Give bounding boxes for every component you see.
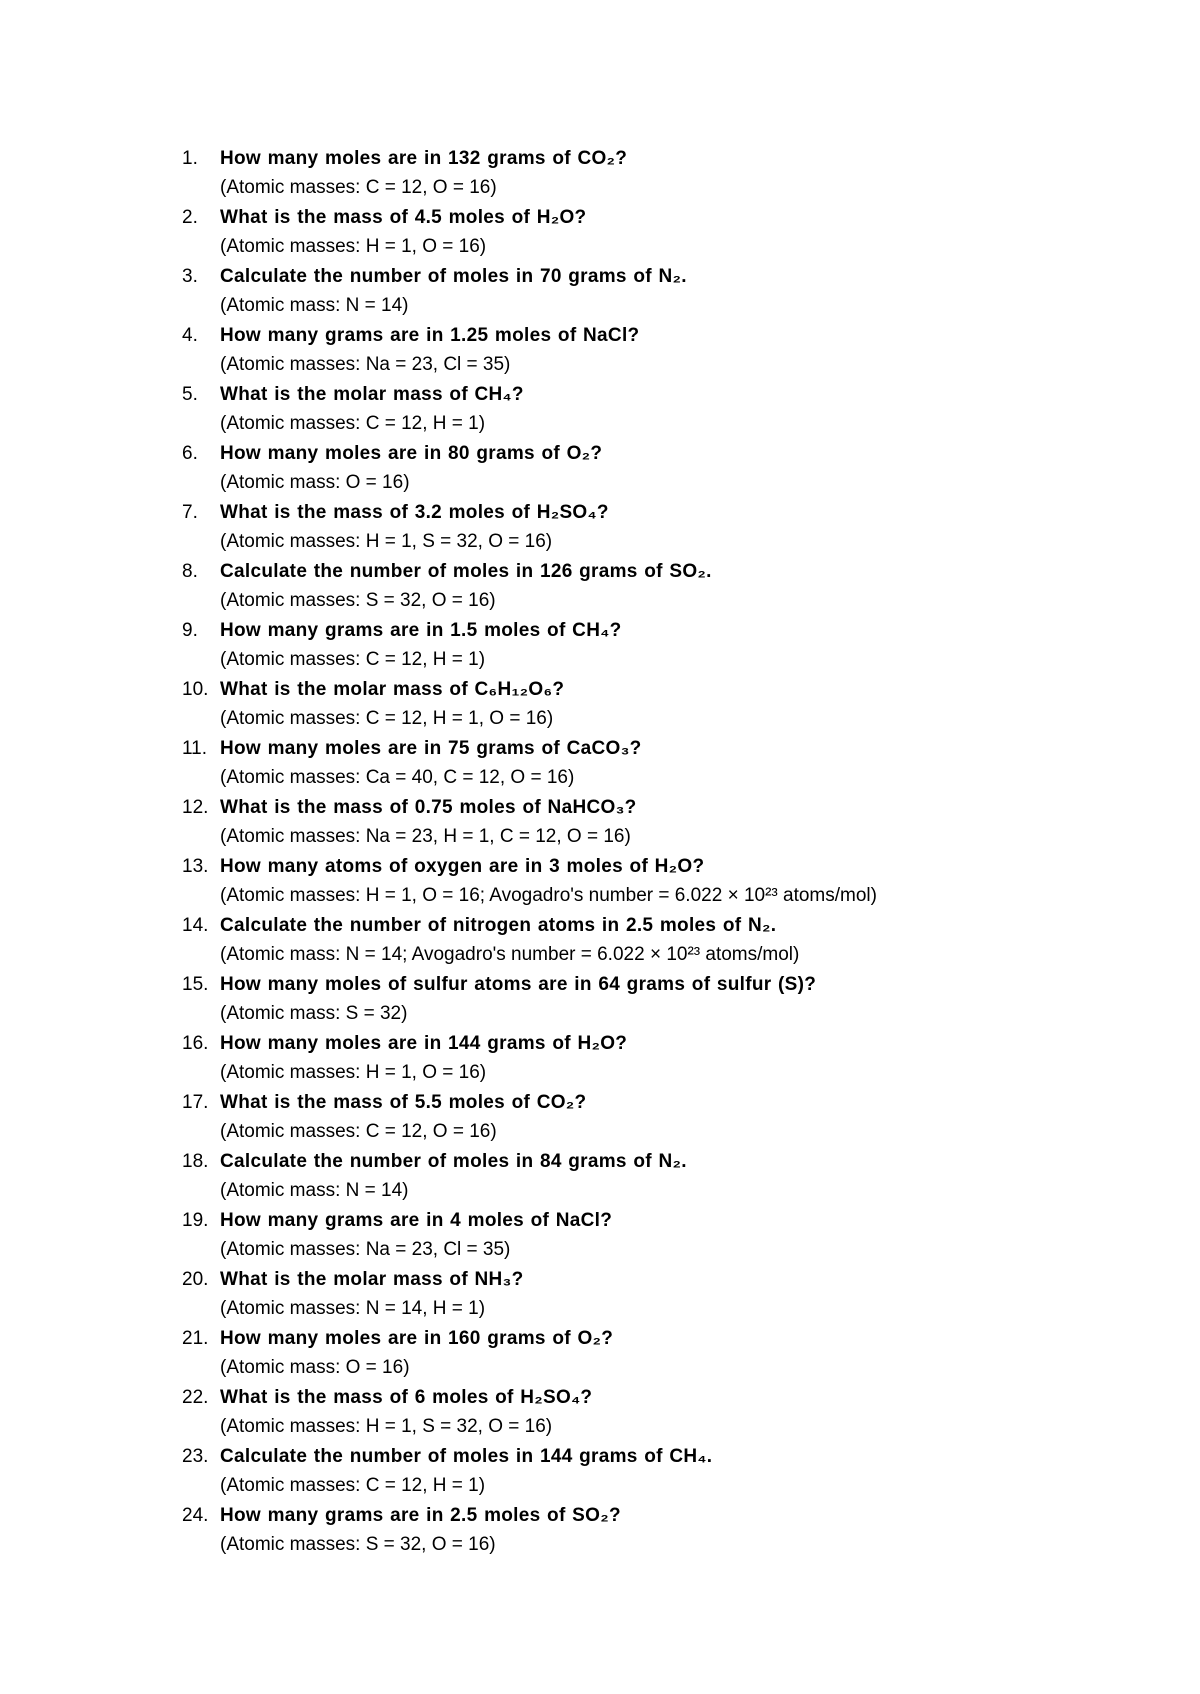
question-number: 24. [182,1505,209,1526]
question-item [182,970,1082,1029]
question-text: Calculate the number of moles in 84 grams of N₂. [220,1151,687,1172]
question-item [182,557,1082,616]
atomic-mass-hint: (Atomic masses: Na = 23, H = 1, C = 12, O = 16) [220,826,631,847]
atomic-mass-hint: (Atomic masses: C = 12, H = 1) [220,1475,486,1496]
question-item [182,616,1082,675]
atomic-mass-hint: (Atomic masses: S = 32, O = 16) [220,1534,496,1555]
question-item [182,1029,1082,1088]
question-number: 5. [182,384,198,405]
question-number: 12. [182,797,209,818]
atomic-mass-hint: (Atomic masses: C = 12, O = 16) [220,177,497,198]
atomic-mass-hint: (Atomic masses: C = 12, H = 1) [220,649,486,670]
atomic-mass-hint: (Atomic masses: N = 14, H = 1) [220,1298,486,1319]
question-item [182,734,1082,793]
question-item [182,1206,1082,1265]
question-text: How many moles are in 80 grams of O₂? [220,443,603,464]
question-number: 20. [182,1269,209,1290]
question-number: 9. [182,620,198,641]
question-number: 13. [182,856,209,877]
question-list [182,144,1082,1560]
question-text: How many grams are in 4 moles of NaCl? [220,1210,613,1231]
question-text: What is the mass of 4.5 moles of H₂O? [220,207,587,228]
question-text: What is the molar mass of C₆H₁₂O₆? [220,679,565,700]
question-item [182,439,1082,498]
question-item [182,380,1082,439]
question-text: What is the mass of 6 moles of H₂SO₄? [220,1387,593,1408]
question-text: How many grams are in 2.5 moles of SO₂? [220,1505,621,1526]
question-number: 8. [182,561,198,582]
question-item [182,793,1082,852]
question-item [182,144,1082,203]
question-number: 18. [182,1151,209,1172]
question-number: 19. [182,1210,209,1231]
question-text: What is the mass of 3.2 moles of H₂SO₄? [220,502,609,523]
question-text: How many grams are in 1.25 moles of NaCl? [220,325,640,346]
question-text: What is the mass of 5.5 moles of CO₂? [220,1092,587,1113]
question-item [182,203,1082,262]
question-number: 16. [182,1033,209,1054]
question-text: How many moles are in 144 grams of H₂O? [220,1033,628,1054]
question-item [182,262,1082,321]
question-item [182,911,1082,970]
atomic-mass-hint: (Atomic masses: H = 1, O = 16) [220,1062,487,1083]
question-text: What is the molar mass of NH₃? [220,1269,524,1290]
question-item [182,1265,1082,1324]
atomic-mass-hint: (Atomic masses: H = 1, O = 16) [220,236,487,257]
atomic-mass-hint: (Atomic masses: Ca = 40, C = 12, O = 16) [220,767,575,788]
question-number: 7. [182,502,198,523]
atomic-mass-hint: (Atomic masses: Na = 23, Cl = 35) [220,354,511,375]
question-item [182,675,1082,734]
question-number: 15. [182,974,209,995]
question-item [182,1324,1082,1383]
question-number: 11. [182,738,208,759]
question-text: How many moles are in 132 grams of CO₂? [220,148,628,169]
atomic-mass-hint: (Atomic masses: H = 1, S = 32, O = 16) [220,531,553,552]
question-item [182,321,1082,380]
question-text: Calculate the number of moles in 126 grams of SO₂. [220,561,712,582]
question-text: How many moles are in 160 grams of O₂? [220,1328,614,1349]
question-number: 23. [182,1446,209,1467]
atomic-mass-hint: (Atomic masses: S = 32, O = 16) [220,590,496,611]
question-item [182,852,1082,911]
atomic-mass-hint: (Atomic mass: S = 32) [220,1003,408,1024]
question-text: Calculate the number of nitrogen atoms in 2.5 moles of N₂. [220,915,777,936]
question-text: Calculate the number of moles in 70 grams of N₂. [220,266,687,287]
atomic-mass-hint: (Atomic masses: C = 12, O = 16) [220,1121,497,1142]
atomic-mass-hint: (Atomic masses: Na = 23, Cl = 35) [220,1239,511,1260]
question-number: 4. [182,325,198,346]
atomic-mass-hint: (Atomic mass: O = 16) [220,472,410,493]
question-item [182,1147,1082,1206]
atomic-mass-hint: (Atomic masses: C = 12, H = 1, O = 16) [220,708,554,729]
atomic-mass-hint: (Atomic mass: N = 14; Avogadro's number = 6.022 × 10²³ atoms/mol) [220,944,800,965]
question-number: 17. [182,1092,209,1113]
question-text: How many atoms of oxygen are in 3 moles of H₂O? [220,856,705,877]
atomic-mass-hint: (Atomic masses: C = 12, H = 1) [220,413,486,434]
atomic-mass-hint: (Atomic mass: O = 16) [220,1357,410,1378]
question-item [182,1088,1082,1147]
question-item [182,1442,1082,1501]
question-number: 2. [182,207,198,228]
question-text: How many moles are in 75 grams of CaCO₃? [220,738,642,759]
question-number: 1. [182,148,198,169]
question-number: 21. [182,1328,209,1349]
question-text: What is the mass of 0.75 moles of NaHCO₃? [220,797,637,818]
question-text: Calculate the number of moles in 144 grams of CH₄. [220,1446,713,1467]
question-text: How many moles of sulfur atoms are in 64 grams of sulfur (S)? [220,974,817,995]
question-number: 10. [182,679,209,700]
atomic-mass-hint: (Atomic masses: H = 1, O = 16; Avogadro's number = 6.022 × 10²³ atoms/mol) [220,885,877,906]
question-number: 3. [182,266,198,287]
question-text: What is the molar mass of CH₄? [220,384,524,405]
question-number: 22. [182,1387,209,1408]
question-text: How many grams are in 1.5 moles of CH₄? [220,620,622,641]
atomic-mass-hint: (Atomic mass: N = 14) [220,1180,409,1201]
atomic-mass-hint: (Atomic mass: N = 14) [220,295,409,316]
question-item [182,1501,1082,1560]
question-number: 14. [182,915,209,936]
question-number: 6. [182,443,198,464]
question-item [182,498,1082,557]
question-item [182,1383,1082,1442]
atomic-mass-hint: (Atomic masses: H = 1, S = 32, O = 16) [220,1416,553,1437]
